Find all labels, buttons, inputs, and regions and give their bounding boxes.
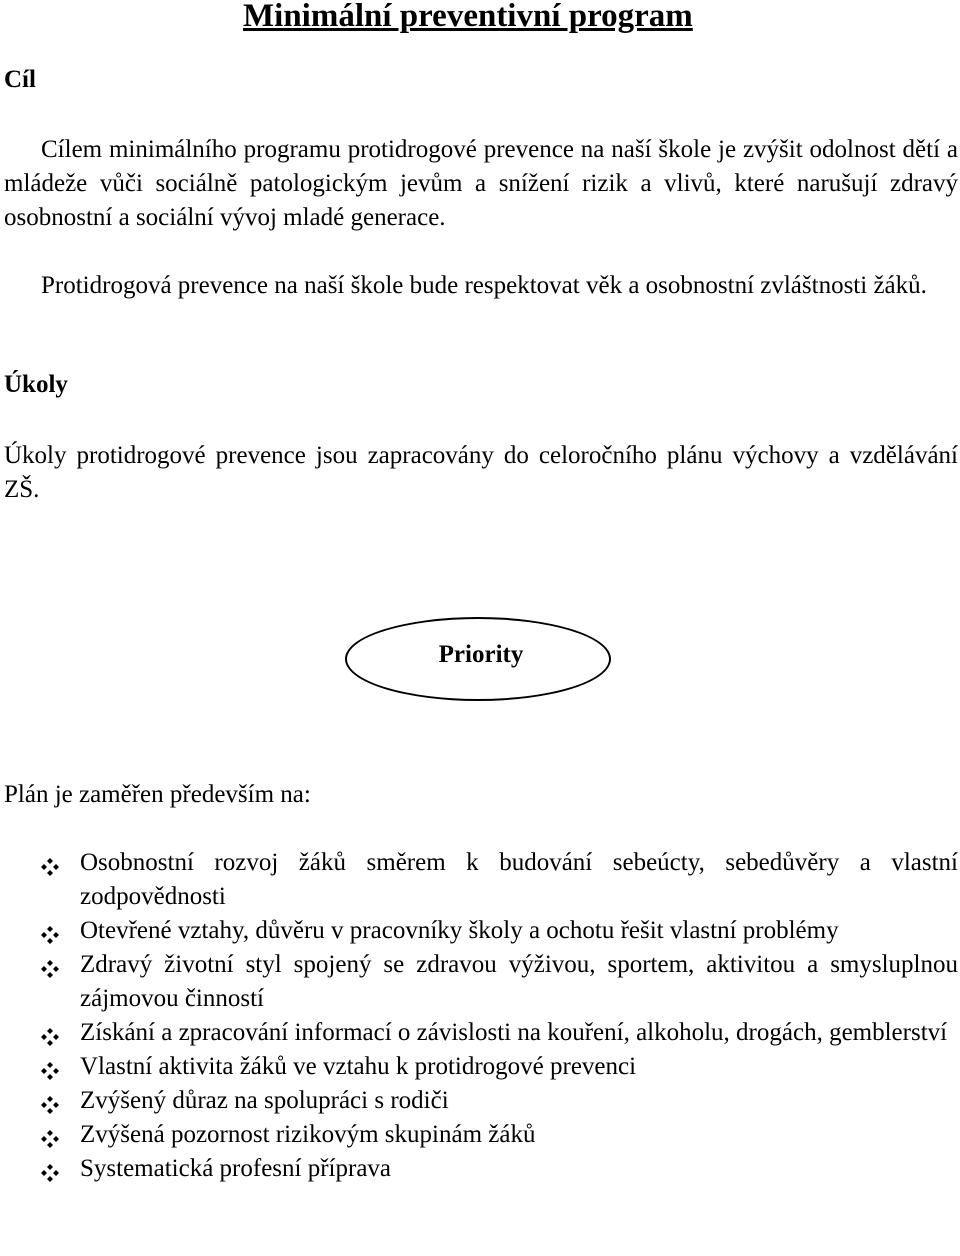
priority-item bbox=[40, 1152, 958, 1186]
four-diamond-bullet-icon bbox=[40, 853, 60, 873]
priority-item-text: Zvýšená pozornost rizikovým skupinám žáků bbox=[80, 1121, 536, 1148]
four-diamond-bullet-icon bbox=[40, 1023, 60, 1043]
priority-item-text: Vlastní aktivita žáků ve vztahu k protidrogové prevenci bbox=[80, 1053, 637, 1080]
plan-intro: Plán je zaměřen především na: bbox=[4, 781, 311, 808]
priority-item bbox=[40, 1118, 958, 1152]
priority-item-text: Získání a zpracování informací o závislosti na kouření, alkoholu, drogách, gemblerství bbox=[80, 1019, 948, 1046]
four-diamond-bullet-icon bbox=[40, 1125, 60, 1145]
priority-label: Priority bbox=[438, 641, 524, 668]
four-diamond-bullet-icon bbox=[40, 921, 60, 941]
page-title: Minimální preventivní program bbox=[243, 0, 693, 34]
section-heading-goal: Cíl bbox=[4, 66, 36, 93]
tasks-paragraph-text: Úkoly protidrogové prevence jsou zapracovány do celoročního plánu výchovy a vzdělávání ZŠ. bbox=[4, 442, 958, 503]
priority-item-text: Zdravý životní styl spojený se zdravou výživou, sportem, aktivitou a smysluplnou zájmovou činností bbox=[80, 951, 958, 1012]
priority-item bbox=[40, 948, 958, 1016]
priority-item bbox=[40, 1016, 958, 1050]
priority-item-text: Osobnostní rozvoj žáků směrem k budování sebeúcty, sebedůvěry a vlastní zodpovědnosti bbox=[80, 849, 958, 910]
four-diamond-bullet-icon bbox=[40, 1057, 60, 1077]
four-diamond-bullet-icon bbox=[40, 955, 60, 975]
goal-paragraph-1-text: Cílem minimálního programu protidrogové prevence na naší škole je zvýšit odolnost dětí a mládeže vůči sociálně patologickým jevům a snížení rizik a vlivů, které narušují zdravý osobnostní a sociální vývoj mladé generace. bbox=[4, 136, 958, 231]
priority-item bbox=[40, 1050, 958, 1084]
priority-item bbox=[40, 914, 958, 948]
priority-item-text: Zvýšený důraz na spolupráci s rodiči bbox=[80, 1087, 449, 1114]
section-heading-tasks: Úkoly bbox=[4, 371, 68, 398]
priority-item-text: Systematická profesní příprava bbox=[80, 1155, 392, 1182]
priority-item bbox=[40, 1084, 958, 1118]
priority-item bbox=[40, 846, 958, 914]
priority-item-text: Otevřené vztahy, důvěru v pracovníky školy a ochotu řešit vlastní problémy bbox=[80, 917, 839, 944]
priority-list bbox=[40, 846, 958, 1186]
goal-paragraph-1 bbox=[4, 133, 958, 235]
four-diamond-bullet-icon bbox=[40, 1159, 60, 1179]
four-diamond-bullet-icon bbox=[40, 1091, 60, 1111]
goal-paragraph-2 bbox=[4, 269, 958, 303]
tasks-paragraph bbox=[4, 439, 958, 507]
goal-paragraph-2-text: Protidrogová prevence na naší škole bude respektovat věk a osobnostní zvláštnosti žáků. bbox=[41, 272, 927, 299]
